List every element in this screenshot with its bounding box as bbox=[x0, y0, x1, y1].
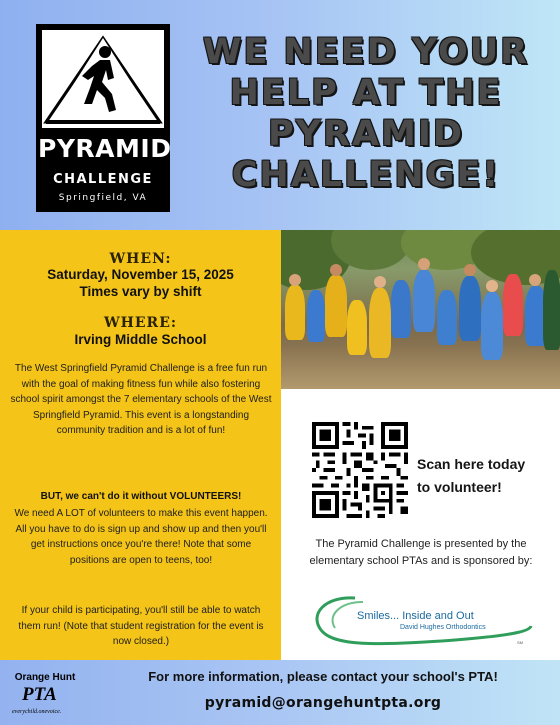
photo-runner bbox=[307, 290, 325, 342]
photo-runner bbox=[391, 280, 411, 338]
runners-photo bbox=[281, 230, 560, 389]
photo-runner bbox=[503, 274, 523, 336]
photo-runner bbox=[437, 290, 457, 345]
scan-line-2: to volunteer! bbox=[417, 479, 502, 495]
photo-runner bbox=[543, 270, 560, 350]
event-date: Saturday, November 15, 2025 bbox=[47, 267, 234, 282]
pta-logo-word: PTA bbox=[22, 684, 57, 705]
event-times: Times vary by shift bbox=[79, 284, 202, 299]
photo-runner bbox=[347, 300, 367, 355]
photo-runner-head bbox=[486, 280, 498, 292]
header-banner bbox=[0, 0, 560, 230]
photo-ground bbox=[281, 348, 560, 389]
photo-runner-head bbox=[529, 274, 541, 286]
description-paragraph-1: The West Springfield Pyramid Challenge is a free fun run with the goal of making fitness fun while also fostering school spirit amongst the 7 elementary schools of the West Springfield Pyramid. This event is a longstanding community tradition and is a lot of fun! bbox=[10, 363, 272, 436]
presented-by-text: The Pyramid Challenge is presented by the elementary school PTAs and is sponsored by: bbox=[309, 538, 533, 567]
headline-line-3: PYRAMID bbox=[268, 114, 464, 154]
volunteer-qr-code-icon[interactable] bbox=[312, 422, 408, 518]
contact-email-link[interactable]: pyramid@orangehuntpta.org bbox=[204, 695, 442, 711]
volunteer-signup-area bbox=[281, 389, 560, 660]
photo-runner-head bbox=[330, 264, 342, 276]
event-location: Irving Middle School bbox=[74, 332, 207, 347]
sponsor-name: Smiles... Inside and Out bbox=[357, 610, 474, 622]
photo-runner bbox=[325, 275, 347, 337]
event-details-panel bbox=[0, 230, 281, 660]
pyramid-runner-icon bbox=[42, 30, 164, 128]
description-paragraph-3: If your child is participating, you'll still be able to watch them run! (Note that student registration for the event is now closed.) bbox=[18, 605, 264, 647]
photo-runner-head bbox=[289, 274, 301, 286]
when-heading: WHEN: bbox=[109, 251, 172, 267]
scan-line-1: Scan here today bbox=[417, 456, 526, 472]
sponsor-subname: David Hughes Orthodontics bbox=[400, 624, 486, 631]
photo-runner bbox=[369, 288, 391, 358]
page-headline bbox=[180, 32, 552, 196]
logo-wordmark-location: Springfield, VA bbox=[58, 193, 148, 203]
svg-text:SM: SM bbox=[517, 640, 523, 645]
pyramid-challenge-logo bbox=[36, 24, 170, 212]
logo-wordmark-pyramid: PYRAMID bbox=[38, 134, 172, 163]
volunteer-callout: BUT, we can't do it without VOLUNTEERS! bbox=[40, 491, 242, 502]
photo-runner-head bbox=[374, 276, 386, 288]
photo-runner bbox=[459, 276, 481, 341]
description-paragraph-2: We need A LOT of volunteers to make this event happen. All you have to do is sign up and show up and then you'll get instructions once you're there! Note that some positions are open to teens, too! bbox=[14, 508, 268, 566]
headline-line-1: WE NEED YOUR bbox=[202, 32, 530, 72]
photo-runner bbox=[413, 270, 435, 332]
where-heading: WHERE: bbox=[103, 315, 178, 331]
headline-line-4: CHALLENGE! bbox=[231, 155, 501, 195]
photo-runner-head bbox=[464, 264, 476, 276]
scan-to-volunteer-text bbox=[417, 453, 557, 499]
sponsor-logo[interactable] bbox=[305, 592, 535, 648]
pta-tagline: everychild.onevoice. bbox=[12, 709, 62, 715]
logo-wordmark-challenge: CHALLENGE bbox=[53, 172, 153, 187]
photo-runner-head bbox=[418, 258, 430, 270]
headline-line-2: HELP AT THE bbox=[229, 73, 503, 113]
contact-info-text: For more information, please contact your school's PTA! bbox=[148, 669, 498, 684]
pta-org-name: Orange Hunt bbox=[14, 672, 76, 683]
photo-runner bbox=[285, 285, 305, 340]
photo-runner bbox=[481, 292, 503, 360]
footer-banner bbox=[0, 660, 560, 725]
